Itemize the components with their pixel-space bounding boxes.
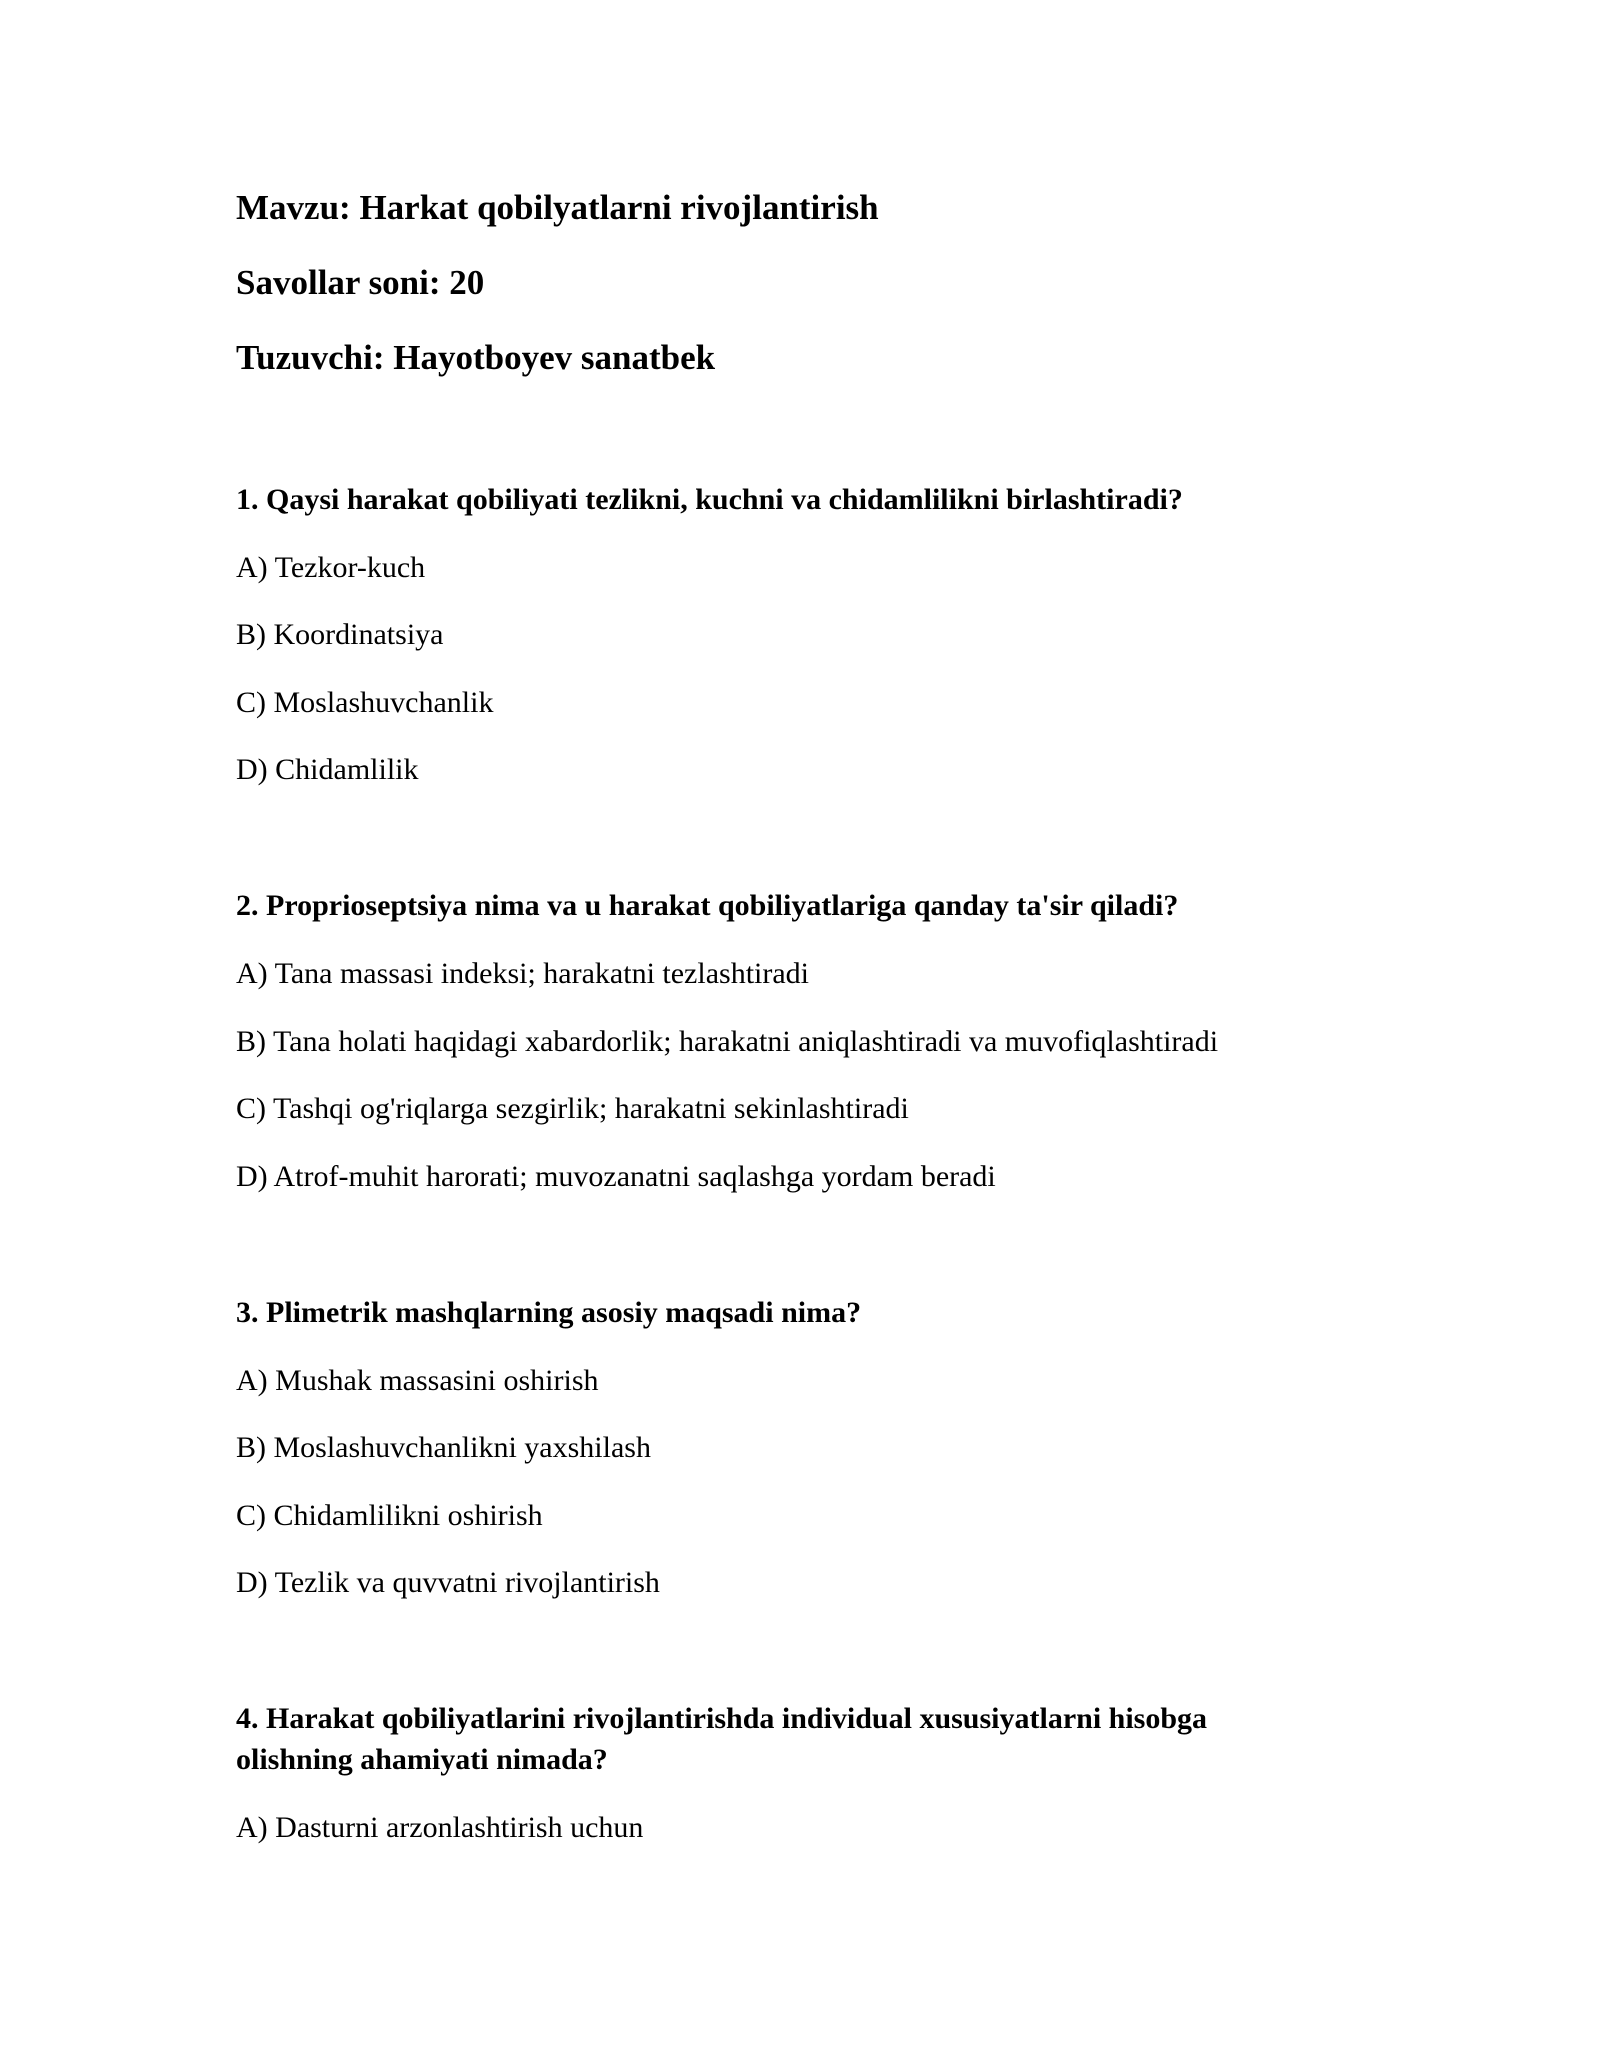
answer-option: B) Koordinatsiya [236, 618, 444, 651]
answer-option: C) Tashqi og'riqlarga sezgirlik; harakatni sekinlashtiradi [236, 1092, 909, 1125]
answer-option: B) Tana holati haqidagi xabardorlik; harakatni aniqlashtiradi va muvofiqlashtiradi [236, 1025, 1219, 1058]
answer-option: A) Tana massasi indeksi; harakatni tezlashtiradi [236, 957, 810, 990]
answer-option: C) Moslashuvchanlik [236, 686, 494, 719]
answer-option: A) Dasturni arzonlashtirish uchun [236, 1811, 644, 1844]
answer-option: A) Tezkor-kuch [236, 551, 426, 584]
question-block [236, 479, 1276, 788]
answer-option: B) Moslashuvchanlikni yaxshilash [236, 1431, 651, 1464]
answer-option: D) Atrof-muhit harorati; muvozanatni saqlashga yordam beradi [236, 1160, 996, 1193]
question-text: 3. Plimetrik mashqlarning asosiy maqsadi nima? [236, 1296, 862, 1329]
question-count: Savollar soni: 20 [236, 263, 485, 302]
answer-option: D) Chidamlilik [236, 753, 419, 786]
question-text: 2. Proprioseptsiya nima va u harakat qobiliyatlariga qanday ta'sir qiladi? [236, 889, 1179, 922]
question-block [236, 1698, 1276, 1846]
question-block [236, 885, 1276, 1195]
question-text: 1. Qaysi harakat qobiliyati tezlikni, kuchni va chidamlilikni birlashtiradi? [236, 483, 1183, 516]
topic-heading: Mavzu: Harkat qobilyatlarni rivojlantirish [236, 188, 879, 227]
answer-option: D) Tezlik va quvvatni rivojlantirish [236, 1566, 660, 1599]
question-text: 4. Harakat qobiliyatlarini rivojlantirishda individual xususiyatlarni hisobga olishning ahamiyati nimada? [236, 1702, 1208, 1776]
answer-option: A) Mushak massasini oshirish [236, 1364, 599, 1397]
author-line: Tuzuvchi: Hayotboyev sanatbek [236, 338, 716, 377]
question-block [236, 1292, 1276, 1601]
answer-option: C) Chidamlilikni oshirish [236, 1499, 543, 1532]
